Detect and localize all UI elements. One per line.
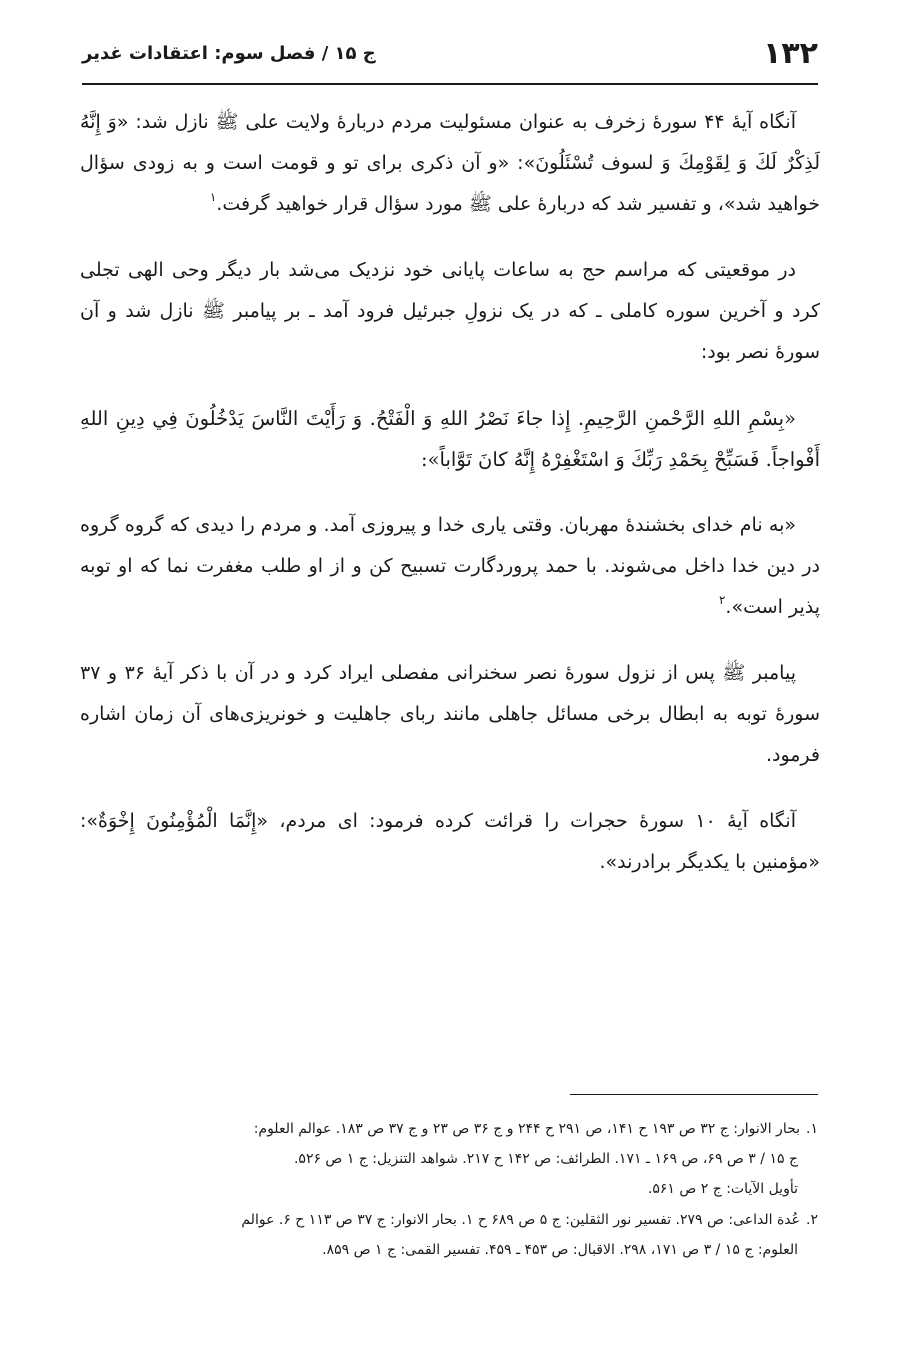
quran-verse-nasr: «بِسْمِ اللهِ الرَّحْمنِ الرَّحِيمِ. إِذا جاءَ نَصْرُ اللهِ وَ الْفَتْحُ. وَ رَأَيْتَ النَّاسَ يَدْخُلُونَ فِي دِينِ اللهِ أَفْواجاً. فَسَبِّحْ بِحَمْدِ رَبِّكَ وَ اسْتَغْفِرْهُ إِنَّهُ كانَ تَوَّاباً»: bbox=[80, 407, 820, 471]
page-number: ۱۳۲ bbox=[763, 36, 818, 71]
paragraph-2: در موقعیتی که مراسم حج به ساعات پایانی خود نزدیک می‌شد بار دیگر وحی الهی تجلی کرد و آخرین سوره کاملی ـ که در یک نزولِ جبرئیل فرود آمد ـ بر پیامبر ﷺ نازل شد و آن سورهٔ نصر بود: bbox=[80, 259, 820, 363]
running-title: ج ۱۵ / فصل سوم: اعتقادات غدیر bbox=[82, 43, 376, 64]
page-header bbox=[82, 34, 818, 78]
footnote-2-line-1: عُدة الداعی: ص ۲۷۹. تفسیر نور الثقلین: ج ۵ ص ۶۸۹ ح ۱. بحار الانوار: ج ۳۷ ص ۱۱۳ ح ۶. عوالم bbox=[241, 1212, 801, 1228]
footnote-divider bbox=[570, 1094, 818, 1095]
footnote-1-number: ۱. bbox=[806, 1121, 818, 1137]
footnote-2-number: ۲. bbox=[806, 1212, 818, 1228]
paragraph-5: پیامبر ﷺ پس از نزول سورهٔ نصر سخنرانی مفصلی ایراد کرد و در آن با ذکر آیهٔ ۳۶ و ۳۷ سورهٔ توبه به ابطال برخی مسائل جاهلی مانند ربای جاهلیت و خونریزی‌های آن زمان اشاره فرمود. bbox=[80, 662, 820, 766]
translation-text: «به نام خدای بخشندهٔ مهربان. وقتی یاری خدا و پیروزی آمد. و مردم را دیدی که گروه گروه در دین خدا داخل می‌شوند. با حمد پروردگارت تسبیح کن و از او طلب مغفرت نما که او توبه پذیر است». bbox=[80, 514, 820, 618]
footnote-1-line-2: ج ۱۵ / ۳ ص ۶۹، ص ۱۶۹ ـ ۱۷۱. الطرائف: ص ۱۴۲ ح ۲۱۷. شواهد التنزیل: ج ۱ ص ۵۲۶. bbox=[293, 1151, 798, 1167]
footnotes bbox=[82, 1114, 818, 1266]
header-divider bbox=[82, 83, 818, 85]
footnote-2 bbox=[82, 1205, 818, 1265]
paragraph-1-text: آنگاه آیهٔ ۴۴ سورهٔ زخرف به عنوان مسئولیت مردم دربارهٔ ولایت علی ﷺ نازل شد: «وَ إِنَّهُ لَذِكْرٌ لَكَ وَ لِقَوْمِكَ وَ لسوف تُسْئَلُونَ»: «و آن ذکری برای تو و قومت است و به زودی سؤال خواهید شد»، و تفسیر شد که دربارهٔ علی ﷺ مورد سؤال قرار خواهید گرفت. bbox=[80, 111, 820, 215]
paragraph-1 bbox=[80, 102, 820, 225]
footnote-1-line-1: بحار الانوار: ج ۳۲ ص ۱۹۳ ح ۱۴۱، ص ۲۹۱ ح ۲۴۴ و ج ۳۶ ص ۲۳ و ج ۳۷ ص ۱۸۳. عوالم العلوم: bbox=[253, 1121, 801, 1137]
footnote-1-line-3: تأویل الآیات: ج ۲ ص ۵۶۱. bbox=[647, 1181, 798, 1197]
footnote-2-line-2: العلوم: ج ۱۵ / ۳ ص ۱۷۱، ۲۹۸. الاقبال: ص ۴۵۳ ـ ۴۵۹. تفسیر القمی: ج ۱ ص ۸۵۹. bbox=[322, 1242, 798, 1258]
footnote-ref-2: ۲ bbox=[718, 593, 726, 607]
footnote-ref-1: ۱ bbox=[209, 190, 217, 204]
paragraph-6: آنگاه آیهٔ ۱۰ سورهٔ حجرات را قرائت کرده فرمود: ای مردم، «إِنَّمَا الْمُؤْمِنُونَ إِخْوَةٌ»: «مؤمنین با یکدیگر برادرند». bbox=[80, 810, 820, 873]
paragraph-translation bbox=[80, 505, 820, 628]
main-text bbox=[80, 102, 820, 908]
footnote-1 bbox=[82, 1114, 818, 1204]
